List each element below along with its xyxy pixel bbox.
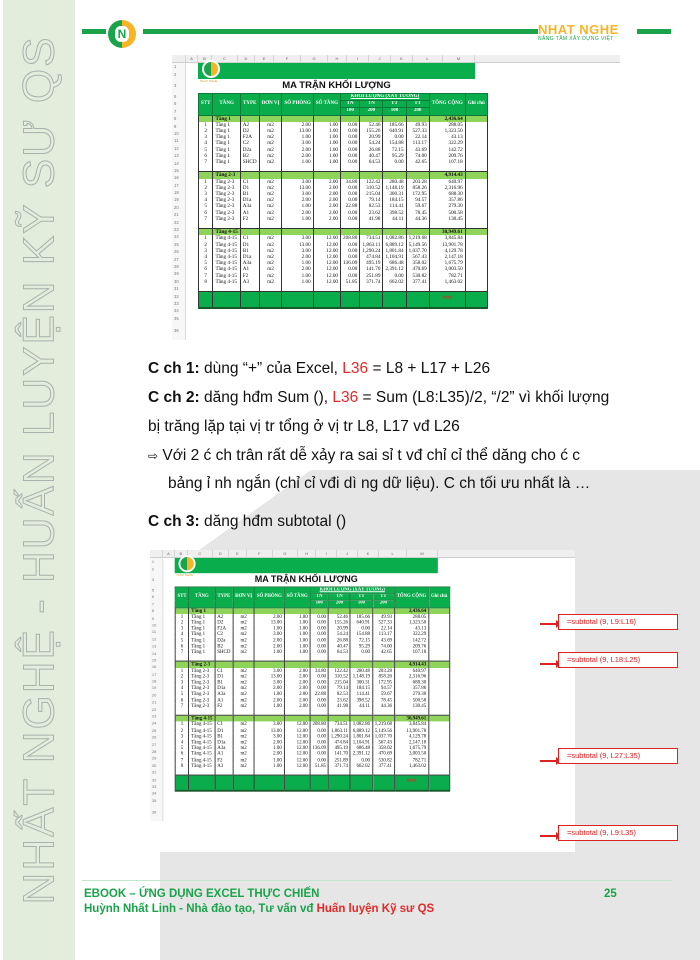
row-number[interactable]: 33 (174, 300, 179, 306)
table-row[interactable]: 1 Tầng 2-3 C1 m2 3.00 2.00 34.80 122.42 280.48 203.28 640.97 (175, 668, 449, 674)
row-number[interactable]: 28 (151, 748, 157, 754)
table-row[interactable]: 3 Tầng 2-3 B1 m2 3.00 2.00 0.00 215.04 300.31 172.95 688.30 (199, 191, 488, 197)
row-number[interactable]: 13 (151, 643, 157, 649)
row-number[interactable]: 34 (151, 791, 157, 796)
table-row[interactable]: 3 Tầng 1 F2A m2 1.00 1.00 0.00 20.99 0.00 22.14 43.13 (199, 134, 488, 140)
arrow-icon (540, 663, 558, 665)
row-number[interactable]: 11 (174, 138, 179, 144)
table-row[interactable]: 4 Tầng 2-3 D1a m2 2.00 2.00 0.00 79.14 184.15 94.57 357.86 (199, 197, 488, 203)
column-letter[interactable]: D (238, 55, 255, 62)
note-line-1: ⇨ Với 2 ć ch trân rất dễ xảy ra sai sỉ t vđ chỉ cỉ thể dăng cho ć c (148, 447, 581, 464)
table-row[interactable]: 4 Tầng 1 C2 m2 3.00 1.00 0.00 54.24 154.88 113.17 322.29 (175, 632, 449, 638)
row-number[interactable]: 3 (174, 83, 177, 88)
table-row[interactable]: 1 Tầng 4-15 C1 m2 3.00 12.00 208.80 734.51 1,082.86 1,219.68 3,845.84 (175, 722, 449, 728)
row-number[interactable]: 14 (174, 160, 179, 166)
callout-subtotal-1: =subtotal (9, L9:L16) (558, 614, 678, 630)
row-number[interactable]: 32 (174, 293, 179, 299)
grand-total-cell[interactable]: #### (394, 775, 428, 790)
brand-tagline: NÂNG TẦM XÂY DỰNG VIỆT (538, 36, 614, 42)
column-headers (172, 55, 620, 63)
row-number[interactable]: 23 (174, 227, 179, 233)
row-number[interactable]: 21 (151, 699, 157, 705)
column-letter[interactable]: H (328, 55, 347, 62)
table-row[interactable]: 2 Tầng 2-3 D1 m2 13.00 2.00 0.00 310.52 1,148.19 858.26 2,316.96 (199, 185, 488, 191)
row-number[interactable]: 36 (174, 328, 179, 334)
arrow-icon (540, 835, 558, 837)
table-row[interactable]: 2 Tầng 1 D2 m2 13.00 1.00 0.00 155.26 640.91 527.33 1,323.50 (175, 620, 449, 626)
group-row[interactable]: Tầng 1 2,436.64 (199, 115, 488, 122)
side-watermark: NHẤT NGHỆ - HUẤN LUYỆN KỸ SƯ QS (14, 35, 64, 905)
column-letter[interactable]: B (198, 55, 212, 62)
table-row[interactable]: 7 Tầng 2-3 F2 m2 1.00 2.00 0.00 41.98 44.11 44.36 130.45 (175, 703, 449, 709)
column-letter[interactable]: B (175, 550, 188, 557)
table-row[interactable]: 4 Tầng 4-15 D1a m2 2.00 12.00 0.00 474.84 1,104.91 567.43 2,147.18 (175, 740, 449, 746)
row-numbers (172, 63, 186, 340)
column-letter[interactable]: H (298, 550, 316, 557)
method-2-continued: bị trăng lặp tại vị tr tổng ở vị tr L8, L17 vđ L26 (148, 418, 460, 435)
table-row[interactable]: 6 Tầng 2-3 A1 m2 2.00 2.00 0.00 23.62 398.52 78.45 500.58 (199, 210, 488, 216)
row-number[interactable]: 34 (174, 308, 179, 314)
row-number[interactable]: 7 (174, 108, 177, 114)
row-number[interactable]: 20 (151, 692, 157, 698)
header-rule (143, 29, 538, 34)
subtotal-cell[interactable]: 30,949.61 (429, 229, 465, 236)
table-row[interactable]: 3 Tầng 1 F2A m2 1.00 1.00 0.00 20.99 0.00 22.14 43.13 (175, 626, 449, 632)
table-row[interactable]: 2 Tầng 1 D2 m2 13.00 1.00 0.00 155.26 640.91 527.33 1,323.50 (199, 128, 488, 134)
row-number[interactable]: 12 (174, 145, 179, 151)
brand (538, 23, 619, 43)
callout-subtotal-2: =subtotal (9, L18:L25) (558, 652, 678, 668)
row-number[interactable]: 10 (174, 130, 179, 136)
row-number[interactable]: 30 (151, 762, 157, 768)
row-number[interactable]: 36 (151, 809, 157, 815)
column-letter[interactable]: C (188, 550, 213, 557)
logo-icon: N (108, 20, 136, 48)
row-number[interactable]: 8 (151, 608, 155, 614)
group-row[interactable]: Tầng 1 2,436.64 (175, 608, 449, 614)
sheet-title: MA TRẬN KHỐI LƯỢNG (254, 574, 358, 585)
table-row[interactable]: 4 Tầng 1 C2 m2 3.00 1.00 0.00 54.24 154.88 113.17 322.29 (199, 140, 488, 146)
table-row[interactable]: 3 Tầng 4-15 B1 m2 3.00 12.00 0.00 1,290.24 1,801.84 1,037.70 4,129.78 (175, 734, 449, 740)
column-letter[interactable]: M (407, 550, 437, 557)
table-row[interactable]: 7 Tầng 1 SHCD m2 1.00 1.00 0.00 64.53 0.00 42.65 107.18 (175, 649, 449, 655)
table-row[interactable]: 7 Tầng 4-15 F2 m2 1.00 12.00 0.00 251.89 0.00 530.82 782.71 (199, 273, 488, 279)
column-letter[interactable]: C (212, 55, 238, 62)
row-number[interactable]: 7 (151, 601, 155, 607)
column-letter[interactable]: L (413, 55, 443, 62)
row-number[interactable]: 28 (174, 263, 179, 269)
row-number[interactable]: 27 (174, 256, 179, 262)
row-number[interactable]: 10 (151, 622, 157, 628)
column-letter[interactable]: K (391, 55, 413, 62)
table-row[interactable]: 5 Tầng 1 D2a m2 2.00 1.00 0.00 26.88 72.15 43.69 142.72 (175, 637, 449, 643)
row-number[interactable]: 8 (174, 116, 177, 122)
method-3: C ch 3: dăng hđm subtotal () (148, 513, 347, 530)
grand-total-row[interactable] (175, 775, 449, 790)
row-number[interactable]: 17 (151, 671, 157, 677)
row-number[interactable]: 14 (151, 650, 157, 656)
row-number[interactable]: 1 (151, 558, 155, 564)
grand-total-row[interactable] (199, 292, 488, 308)
row-number[interactable]: 19 (151, 685, 157, 691)
row-number[interactable]: 22 (174, 219, 179, 225)
footer-book-title: EBOOK – ỨNG DỤNG EXCEL THỰC CHIẾN (84, 888, 320, 900)
subtotal-cell[interactable]: 4,914.43 (429, 172, 465, 179)
row-number[interactable]: 17 (174, 182, 179, 188)
row-number[interactable]: 25 (151, 727, 157, 733)
table-row[interactable]: 7 Tầng 1 SHCD m2 1.00 1.00 0.00 64.53 0.00 42.65 107.18 (199, 159, 488, 165)
group-row[interactable]: Tầng 2-3 4,914.43 (199, 172, 488, 179)
table-row[interactable]: 5 Tầng 2-3 A3a m2 1.00 2.00 22.88 82.53 114.41 59.67 279.30 (175, 691, 449, 697)
column-letter[interactable]: K (358, 550, 379, 557)
method-1: C ch 1: dùng “+” của Excel, L36 = L8 + L17 + L26 (148, 360, 491, 377)
row-number[interactable]: 23 (151, 713, 157, 719)
row-number[interactable]: 27 (151, 741, 157, 747)
column-letter[interactable]: E (255, 55, 274, 62)
row-number[interactable]: 12 (151, 636, 157, 642)
arrow-right-icon: ⇨ (148, 449, 159, 463)
row-number[interactable]: 9 (151, 615, 155, 621)
callout-subtotal-3: =subtotal (9, L27:L35) (558, 748, 678, 764)
table-row[interactable]: 1 Tầng 2-3 C1 m2 3.00 2.00 34.80 122.42 280.48 203.28 640.97 (199, 179, 488, 185)
row-number[interactable]: 26 (151, 734, 157, 740)
row-number[interactable]: 18 (174, 190, 179, 196)
header-rule-left (82, 29, 106, 34)
table-row[interactable]: 1 Tầng 1 A2 m2 2.00 1.00 0.00 52.46 185.66 49.93 288.05 (175, 614, 449, 620)
row-number[interactable]: 9 (174, 123, 177, 129)
column-letter[interactable]: G (301, 55, 328, 62)
table-row[interactable]: 5 Tầng 2-3 A3a m2 1.00 2.00 22.88 82.53 114.41 59.67 279.30 (199, 203, 488, 209)
row-number[interactable]: 21 (174, 212, 179, 218)
row-number[interactable]: 31 (151, 769, 157, 775)
row-number[interactable]: 16 (151, 664, 157, 670)
arrow-icon (540, 760, 558, 762)
row-number[interactable]: 2 (151, 566, 155, 572)
sheet-banner (175, 558, 438, 573)
row-number[interactable]: 13 (174, 153, 179, 159)
row-number[interactable]: 25 (174, 241, 179, 247)
row-number[interactable]: 11 (151, 629, 157, 635)
brand-name: NHAT NGHE (538, 22, 619, 37)
row-number[interactable]: 6 (174, 101, 177, 107)
row-number[interactable]: 29 (151, 755, 157, 761)
row-number[interactable]: 31 (174, 286, 179, 292)
row-number[interactable]: 5 (151, 587, 155, 593)
row-numbers (150, 558, 163, 821)
table-row[interactable]: 2 Tầng 2-3 D1 m2 13.00 2.00 0.00 310.52 1,148.19 858.26 2,316.96 (175, 674, 449, 680)
table-row[interactable]: 5 Tầng 1 D2a m2 2.00 1.00 0.00 26.88 72.15 43.69 142.72 (199, 147, 488, 153)
row-number[interactable]: 20 (174, 204, 179, 210)
row-number[interactable]: 24 (151, 720, 157, 726)
subtotal-cell[interactable]: 30,949.61 (394, 715, 428, 721)
table-row[interactable]: 7 Tầng 4-15 F2 m2 1.00 12.00 0.00 251.89 0.00 530.82 782.71 (175, 757, 449, 763)
table-row[interactable]: 6 Tầng 1 B2 m2 2.00 1.00 0.00 40.47 95.29 74.00 209.76 (175, 643, 449, 649)
page-number: 25 (604, 888, 617, 900)
callout-subtotal-total: =subtotal (9, L9:L35) (558, 825, 678, 841)
subtotal-cell[interactable]: 2,436.64 (394, 608, 428, 614)
subtotal-cell[interactable]: 2,436.64 (429, 115, 465, 122)
column-letter[interactable]: D (213, 550, 229, 557)
row-number[interactable]: 30 (174, 278, 179, 284)
table-row[interactable]: 4 Tầng 4-15 D1a m2 2.00 12.00 0.00 474.84 1,104.91 567.43 2,147.18 (199, 254, 488, 260)
table-row[interactable]: 5 Tầng 4-15 A3a m2 1.00 12.00 136.09 495.19 686.48 358.02 1,675.79 (199, 260, 488, 266)
column-letter[interactable]: A (186, 55, 198, 62)
arrow-icon (540, 623, 558, 625)
group-row[interactable]: Tầng 2-3 4,914.43 (175, 661, 449, 667)
table-row[interactable]: 6 Tầng 2-3 A1 m2 2.00 2.00 0.00 23.62 398.52 78.45 500.58 (175, 697, 449, 703)
subtotal-cell[interactable]: 4,914.43 (394, 661, 428, 667)
column-letter[interactable] (150, 550, 163, 557)
row-number[interactable]: 15 (174, 167, 179, 173)
quantity-table: STT TẦNG TYPE ĐƠN VỊ SỐ PHÒNG SỐ TẦNG KHỐI LƯỢNG (XÂY TƯỜNG) TỔNG CỘNG Ghi chú TN TN TT TT 100 200 100 200 Tầng 1 2,436.64 1 Tầng 1 A2 m2 2.00 1.00 0.00 52.46 185.66 49.93 288.05 2 Tầng 1 D2 m2 13.00 1.00 0.00 155.26 640.91 527.33 1,323.50 3 Tầng 1 F2A m2 1.00 1.00 0.00 20.99 0.00 22.14 43.13 4 Tầng 1 C2 m2 3.00 1.00 0.00 54.24 154.88 113.17 322.29 5 Tầng 1 D2a m2 2.00 1.00 0.00 26.88 72.15 43.69 142.72 6 Tầng 1 B2 m2 2.00 1.00 0.00 40.47 95.29 74.00 209.76 7 Tầng 1 SHCD m2 1.00 1.00 0.00 64.53 0.00 42.65 107.18 Tầng 2-3 4,914.43 1 Tầng 2-3 C1 m2 3.00 2.00 34.80 122.42 280.48 203.28 640.97 2 Tầng 2-3 D1 m2 13.00 2.00 0.00 310.52 1,148.19 858.26 2,316.96 3 Tầng 2-3 B1 m2 3.00 2.00 0.00 215.04 300.31 172.95 688.30 4 Tầng 2-3 D1a m2 2.00 2.00 0.00 79.14 184.15 94.57 357.86 5 Tầng 2-3 A3a m2 1.00 2.00 22.88 82.53 114.41 59.67 279.30 6 Tầng 2-3 A1 m2 2.00 2.00 0.00 23.62 398.52 78.45 500.58 7 Tầng 2-3 F2 m2 1.00 2.00 0.00 41.98 44.11 44.36 130.45 Tầng 4-15 30,949.61 1 Tầng 4-15 C1 m2 3.00 12.00 208.80 734.51 1,082.86 1,219.68 3,845.84 2 Tầng 4-15 D1 m2 13.00 12.00 0.00 1,863.11 6,889.12 5,149.56 13,901.78 3 Tầng 4-15 B1 m2 3.00 12.00 0.00 1,290.24 1,801.84 1,037.70 4,129.78 4 Tầng 4-15 D1a m2 2.00 12.00 0.00 474.84 1,104.91 567.43 2,147.18 5 Tầng 4-15 A3a m2 1.00 12.00 136.09 495.19 686.48 358.02 1,675.79 6 Tầng 4-15 A1 m2 2.00 12.00 0.00 141.70 2,391.12 470.69 3,003.50 7 Tầng 4-15 F2 m2 1.00 12.00 0.00 251.89 0.00 530.82 782.71 8 Tầng 4-15 A3 m2 1.00 12.00 51.85 371.74 662.02 377.41 1,463.02 #### (175, 587, 450, 792)
row-number[interactable]: 32 (151, 777, 157, 782)
spreadsheet-screenshot-1: A B C D E F G H I J K L M 1 2 3 5 6 7 8 9 10 11 12 13 14 15 16 17 18 19 20 21 22 23 24 25 26 27 28 29 30 31 32 33 34 35 36 NHAT NGHE MA TRẬN KHỐI LƯỢNG STT TẦNG TYPE ĐƠN VỊ SỐ PHÒNG SỐ TẦNG KHỐI LƯỢNG (XÂY TƯỜNG) TỔNG CỘNG Ghi chú TN TN TT TT 100 200 100 200 Tầng 1 2,436.64 1 Tầng 1 A2 m2 2.00 1.00 0.00 52.46 185.66 49.93 288.05 2 Tầng 1 D2 m2 13.00 1.00 0.00 155.26 640.91 527.33 1,323.50 3 Tầng 1 F2A m2 1.00 1.00 0.00 20.99 0.00 22.14 43.13 4 Tầng 1 C2 m2 3.00 1.00 0.00 54.24 154.88 113.17 322.29 5 Tầng 1 D2a m2 2.00 1.00 0.00 26.88 72.15 43.69 142.72 6 Tầng 1 B2 m2 2.00 1.00 0.00 40.47 95.29 74.00 209.76 7 Tầng 1 SHCD m2 1.00 1.00 0.00 64.53 0.00 42.65 107.18 Tầng 2-3 4,914.43 1 Tầng 2-3 C1 m2 3.00 2.00 34.80 122.42 280.48 203.28 640.97 2 Tầng 2-3 D1 m2 13.00 2.00 0.00 310.52 1,148.19 858.26 2,316.96 3 Tầng 2-3 B1 m2 3.00 2.00 0.00 215.04 300.31 172.95 688.30 4 Tầng 2-3 D1a m2 2.00 2.00 0.00 79.14 184.15 94.57 357.86 5 Tầng 2-3 A3a m2 1.00 2.00 22.88 82.53 114.41 59.67 279.30 6 Tầng 2-3 A1 m2 2.00 2.00 0.00 23.62 398.52 78.45 500.58 7 Tầng 2-3 F2 m2 1.00 2.00 0.00 41.98 44.11 44.36 130.45 Tầng 4-15 30,949.61 1 Tầng 4-15 C1 m2 3.00 12.00 208.80 734.51 1,082.86 1,219.68 3,845.84 2 Tầng 4-15 D1 m2 13.00 12.00 0.00 1,863.11 6,889.12 5,149.56 13,901.78 3 Tầng 4-15 B1 m2 3.00 12.00 0.00 1,290.24 1,801.84 1,037.70 4,129.78 4 Tầng 4-15 D1a m2 2.00 12.00 0.00 474.84 1,104.91 567.43 2,147.18 5 Tầng 4-15 A3a m2 1.00 12.00 136.09 495.19 686.48 358.02 1,675.79 6 Tầng 4-15 A1 m2 2.00 12.00 0.00 141.70 2,391.12 470.69 3,003.50 7 Tầng 4-15 F2 m2 1.00 12.00 0.00 251.89 0.00 530.82 782.71 8 Tầng 4-15 A3 m2 1.00 12.00 51.85 371.74 662.02 377.41 1,463.02 #### (172, 55, 620, 350)
row-number[interactable]: 3 (151, 577, 155, 582)
column-letter[interactable]: E (229, 550, 247, 557)
row-number[interactable]: 18 (151, 678, 157, 684)
method-2: C ch 2: dăng hđm Sum (), L36 = Sum (L8:L35)/2, “/2” vì khối lượng (148, 389, 610, 406)
sheet-banner (198, 63, 475, 79)
group-row[interactable]: Tầng 4-15 30,949.61 (175, 715, 449, 721)
header-rule-right (637, 29, 671, 34)
cell-ref: L36 (342, 360, 369, 377)
sheet-title: MA TRẬN KHỐI LƯỢNG (282, 80, 391, 91)
cell-ref: L36 (332, 389, 359, 406)
column-letter[interactable]: I (347, 55, 369, 62)
column-letter[interactable]: I (316, 550, 337, 557)
row-number[interactable]: 19 (174, 197, 179, 203)
table-row[interactable]: 2 Tầng 4-15 D1 m2 13.00 12.00 0.00 1,863.11 6,889.12 5,149.56 13,901.78 (199, 242, 488, 248)
grand-total-cell[interactable]: #### (429, 292, 465, 308)
row-number[interactable]: 35 (151, 798, 157, 803)
column-letter[interactable]: A (163, 550, 174, 557)
row-number[interactable]: 15 (151, 657, 157, 663)
column-headers (150, 550, 575, 558)
footer-author: Huỳnh Nhất Linh - Nhà đào tạo, Tư vấn vđ Huấn luyện Kỹ sư QS (84, 903, 435, 915)
column-letter[interactable]: M (443, 55, 475, 62)
row-number[interactable]: 6 (151, 594, 155, 600)
quantity-table: STT TẦNG TYPE ĐƠN VỊ SỐ PHÒNG SỐ TẦNG KHỐI LƯỢNG (XÂY TƯỜNG) TỔNG CỘNG Ghi chú TN TN TT TT 100 200 100 200 Tầng 1 2,436.64 1 Tầng 1 A2 m2 2.00 1.00 0.00 52.46 185.66 49.93 288.05 2 Tầng 1 D2 m2 13.00 1.00 0.00 155.26 640.91 527.33 1,323.50 3 Tầng 1 F2A m2 1.00 1.00 0.00 20.99 0.00 22.14 43.13 4 Tầng 1 C2 m2 3.00 1.00 0.00 54.24 154.88 113.17 322.29 5 Tầng 1 D2a m2 2.00 1.00 0.00 26.88 72.15 43.69 142.72 6 Tầng 1 B2 m2 2.00 1.00 0.00 40.47 95.29 74.00 209.76 7 Tầng 1 SHCD m2 1.00 1.00 0.00 64.53 0.00 42.65 107.18 Tầng 2-3 4,914.43 1 Tầng 2-3 C1 m2 3.00 2.00 34.80 122.42 280.48 203.28 640.97 2 Tầng 2-3 D1 m2 13.00 2.00 0.00 310.52 1,148.19 858.26 2,316.96 3 Tầng 2-3 B1 m2 3.00 2.00 0.00 215.04 300.31 172.95 688.30 4 Tầng 2-3 D1a m2 2.00 2.00 0.00 79.14 184.15 94.57 357.86 5 Tầng 2-3 A3a m2 1.00 2.00 22.88 82.53 114.41 59.67 279.30 6 Tầng 2-3 A1 m2 2.00 2.00 0.00 23.62 398.52 78.45 500.58 7 Tầng 2-3 F2 m2 1.00 2.00 0.00 41.98 44.11 44.36 130.45 Tầng 4-15 30,949.61 1 Tầng 4-15 C1 m2 3.00 12.00 208.80 734.51 1,082.86 1,219.68 3,845.84 2 Tầng 4-15 D1 m2 13.00 12.00 0.00 1,863.11 6,889.12 5,149.56 13,901.78 3 Tầng 4-15 B1 m2 3.00 12.00 0.00 1,290.24 1,801.84 1,037.70 4,129.78 4 Tầng 4-15 D1a m2 2.00 12.00 0.00 474.84 1,104.91 567.43 2,147.18 5 Tầng 4-15 A3a m2 1.00 12.00 136.09 495.19 686.48 358.02 1,675.79 6 Tầng 4-15 A1 m2 2.00 12.00 0.00 141.70 2,391.12 470.69 3,003.50 7 Tầng 4-15 F2 m2 1.00 12.00 0.00 251.89 0.00 530.82 782.71 8 Tầng 4-15 A3 m2 1.00 12.00 51.85 371.74 662.02 377.41 1,463.02 #### (198, 93, 488, 309)
column-letter[interactable]: G (273, 550, 299, 557)
table-row[interactable]: 6 Tầng 4-15 A1 m2 2.00 12.00 0.00 141.70 2,391.12 470.69 3,003.50 (199, 266, 488, 272)
row-number[interactable]: 16 (174, 175, 179, 181)
column-letter[interactable]: L (379, 550, 408, 557)
column-letter[interactable]: J (369, 55, 391, 62)
table-row[interactable]: 6 Tầng 4-15 A1 m2 2.00 12.00 0.00 141.70 2,391.12 470.69 3,003.50 (175, 751, 449, 757)
table-row[interactable]: 1 Tầng 4-15 C1 m2 3.00 12.00 208.80 734.51 1,082.86 1,219.68 3,845.84 (199, 235, 488, 241)
row-number[interactable]: 26 (174, 249, 179, 255)
logo-icon (202, 60, 220, 78)
table-row[interactable]: 8 Tầng 4-15 A3 m2 1.00 12.00 51.85 371.74 662.02 377.41 1,463.02 (199, 279, 488, 285)
footer-rule (82, 880, 672, 881)
table-row[interactable]: 6 Tầng 1 B2 m2 2.00 1.00 0.00 40.47 95.29 74.00 209.76 (199, 153, 488, 159)
table-row[interactable]: 7 Tầng 2-3 F2 m2 1.00 2.00 0.00 41.98 44.11 44.36 130.45 (199, 216, 488, 222)
table-row[interactable]: 3 Tầng 2-3 B1 m2 3.00 2.00 0.00 215.04 300.31 172.95 688.30 (175, 680, 449, 686)
spreadsheet-screenshot-2: A B C D E F G H I J K L M 1 2 3 5 6 7 8 9 10 11 12 13 14 15 16 17 18 19 20 21 22 23 24 25 26 27 28 29 30 31 32 33 34 35 36 NHAT NGHE MA TRẬN KHỐI LƯỢNG STT TẦNG TYPE ĐƠN VỊ SỐ PHÒNG SỐ TẦNG KHỐI LƯỢNG (XÂY TƯỜNG) TỔNG CỘNG Ghi chú TN TN TT TT 100 200 100 200 Tầng 1 2,436.64 1 Tầng 1 A2 m2 2.00 1.00 0.00 52.46 185.66 49.93 288.05 2 Tầng 1 D2 m2 13.00 1.00 0.00 155.26 640.91 527.33 1,323.50 3 Tầng 1 F2A m2 1.00 1.00 0.00 20.99 0.00 22.14 43.13 4 Tầng 1 C2 m2 3.00 1.00 0.00 54.24 154.88 113.17 322.29 5 Tầng 1 D2a m2 2.00 1.00 0.00 26.88 72.15 43.69 142.72 6 Tầng 1 B2 m2 2.00 1.00 0.00 40.47 95.29 74.00 209.76 7 Tầng 1 SHCD m2 1.00 1.00 0.00 64.53 0.00 42.65 107.18 Tầng 2-3 4,914.43 1 Tầng 2-3 C1 m2 3.00 2.00 34.80 122.42 280.48 203.28 640.97 2 Tầng 2-3 D1 m2 13.00 2.00 0.00 310.52 1,148.19 858.26 2,316.96 3 Tầng 2-3 B1 m2 3.00 2.00 0.00 215.04 300.31 172.95 688.30 4 Tầng 2-3 D1a m2 2.00 2.00 0.00 79.14 184.15 94.57 357.86 5 Tầng 2-3 A3a m2 1.00 2.00 22.88 82.53 114.41 59.67 279.30 6 Tầng 2-3 A1 m2 2.00 2.00 0.00 23.62 398.52 78.45 500.58 7 Tầng 2-3 F2 m2 1.00 2.00 0.00 41.98 44.11 44.36 130.45 Tầng 4-15 30,949.61 1 Tầng 4-15 C1 m2 3.00 12.00 208.80 734.51 1,082.86 1,219.68 3,845.84 2 Tầng 4-15 D1 m2 13.00 12.00 0.00 1,863.11 6,889.12 5,149.56 13,901.78 3 Tầng 4-15 B1 m2 3.00 12.00 0.00 1,290.24 1,801.84 1,037.70 4,129.78 4 Tầng 4-15 D1a m2 2.00 12.00 0.00 474.84 1,104.91 567.43 2,147.18 5 Tầng 4-15 A3a m2 1.00 12.00 136.09 495.19 686.48 358.02 1,675.79 6 Tầng 4-15 A1 m2 2.00 12.00 0.00 141.70 2,391.12 470.69 3,003.50 7 Tầng 4-15 F2 m2 1.00 12.00 0.00 251.89 0.00 530.82 782.71 8 Tầng 4-15 A3 m2 1.00 12.00 51.85 371.74 662.02 377.41 1,463.02 #### (150, 550, 575, 852)
table-row[interactable]: 1 Tầng 1 A2 m2 2.00 1.00 0.00 52.46 185.66 49.93 288.05 (199, 122, 488, 128)
row-number[interactable]: 5 (174, 94, 177, 99)
column-letter[interactable] (172, 55, 186, 62)
row-number[interactable]: 22 (151, 706, 157, 712)
row-number[interactable]: 35 (174, 315, 179, 321)
row-number[interactable]: 24 (174, 234, 179, 240)
table-row[interactable]: 8 Tầng 4-15 A3 m2 1.00 12.00 51.85 371.74 662.02 377.41 1,463.02 (175, 763, 449, 769)
column-letter[interactable]: J (337, 550, 358, 557)
row-number[interactable]: 33 (151, 784, 157, 789)
table-row[interactable]: 5 Tầng 4-15 A3a m2 1.00 12.00 136.09 495.19 686.48 358.02 1,675.79 (175, 745, 449, 751)
table-row[interactable]: 4 Tầng 2-3 D1a m2 2.00 2.00 0.00 79.14 184.15 94.57 357.86 (175, 686, 449, 692)
table-row[interactable]: 2 Tầng 4-15 D1 m2 13.00 12.00 0.00 1,863.11 6,889.12 5,149.56 13,901.78 (175, 728, 449, 734)
row-number[interactable]: 29 (174, 271, 179, 277)
note-line-2: bảng ỉ nh ngắn (chỉ cỉ vđi dì ng dữ liệu). C ch tối ưu nhất là … (168, 475, 591, 492)
row-number[interactable]: 1 (174, 64, 177, 69)
row-number[interactable]: 2 (174, 72, 177, 77)
logo-icon (179, 555, 196, 572)
table-row[interactable]: 3 Tầng 4-15 B1 m2 3.00 12.00 0.00 1,290.24 1,801.84 1,037.70 4,129.78 (199, 248, 488, 254)
group-row[interactable]: Tầng 4-15 30,949.61 (199, 229, 488, 236)
column-letter[interactable]: F (274, 55, 301, 62)
column-letter[interactable]: F (247, 550, 273, 557)
